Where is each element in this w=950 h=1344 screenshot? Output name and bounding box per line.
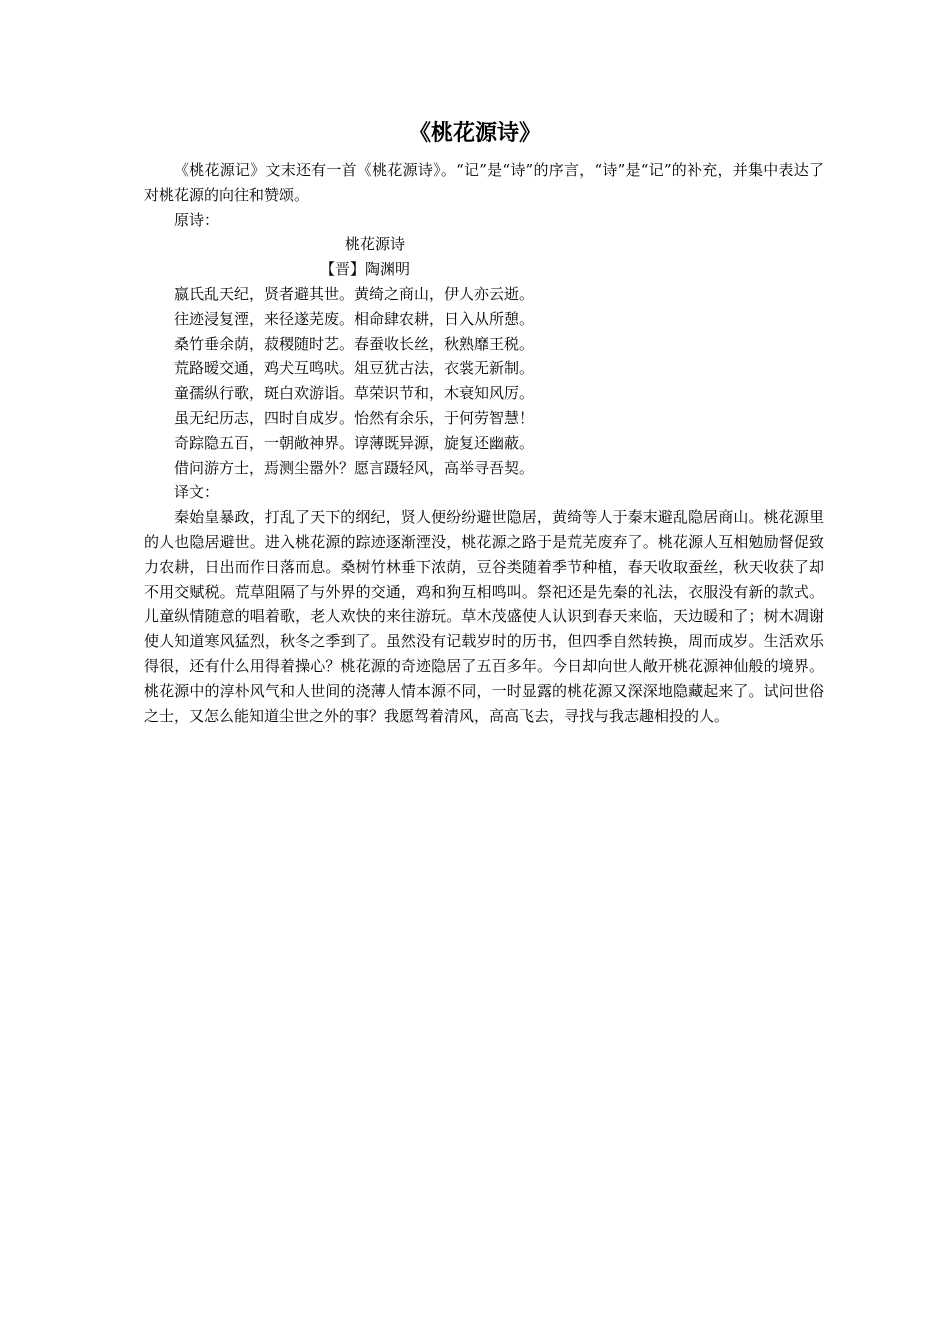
- poem-line: 荒路暧交通，鸡犬互鸣吠。俎豆犹古法，衣裳无新制。: [174, 359, 535, 378]
- original-label: 原诗：: [174, 210, 220, 229]
- translation-paragraph: 秦始皇暴政，打乱了天下的纲纪，贤人便纷纷避世隐居，黄绮等人于秦末避乱隐居商山。桃花源里的人也隐居避世。进入桃花源的踪迹逐渐湮没，桃花源之路于是荒芜废弃了。桃花源人互相勉励督促致力农耕，日出而作日落而息。桑树竹林垂下浓荫，豆谷类随着季节种植，春天收取蚕丝，秋天收获了却不用交赋税。荒草阻隔了与外界的交通，鸡和狗互相鸣叫。祭祀还是先秦的礼法，衣服没有新的款式。儿童纵情随意的唱着歌，老人欢快的来往游玩。草木茂盛使人认识到春天来临，天边暖和了；树木凋谢使人知道寒风猛烈，秋冬之季到了。虽然没有记载岁时的历书，但四季自然转换，周而成岁。生活欢乐得很，还有什么用得着操心？桃花源的奇迹隐居了五百多年。今日却向世人敞开桃花源神仙般的境界。桃花源中的淳朴风气和人世间的浇薄人情本源不同，一时显露的桃花源又深深地隐藏起来了。试问世俗之士，又怎么能知道尘世之外的事？我愿驾着清风，高高飞去，寻找与我志趣相投的人。: [144, 508, 824, 725]
- poem-line: 嬴氏乱天纪，贤者避其世。黄绮之商山，伊人亦云逝。: [174, 284, 535, 303]
- poem-line: 借问游方士，焉测尘嚣外？愿言蹑轻风，高举寻吾契。: [174, 458, 535, 477]
- intro-paragraph: 《桃花源记》文末还有一首《桃花源诗》。“记”是“诗”的序言，“诗”是“记”的补充，并集中表达了对桃花源的向往和赞颂。: [144, 161, 824, 204]
- poem-line: 桑竹垂余荫，菽稷随时艺。春蚕收长丝，秋熟靡王税。: [174, 334, 535, 353]
- poem-author: 【晋】陶渊明: [320, 260, 411, 279]
- poem-line: 童孺纵行歌，斑白欢游诣。草荣识节和，木衰知风厉。: [174, 384, 535, 403]
- poem-line: 虽无纪历志，四时自成岁。怡然有余乐，于何劳智慧！: [174, 408, 535, 427]
- translation-label: 译文：: [174, 483, 220, 502]
- poem-title: 桃花源诗: [345, 235, 406, 254]
- document-title: 《桃花源诗》: [408, 121, 541, 146]
- document-body: [144, 158, 824, 728]
- poem-line: 往迹浸复湮，来径遂芜废。相命肆农耕，日入从所憩。: [174, 309, 535, 328]
- poem-line: 奇踪隐五百，一朝敞神界。谆薄既异源，旋复还幽蔽。: [174, 433, 535, 452]
